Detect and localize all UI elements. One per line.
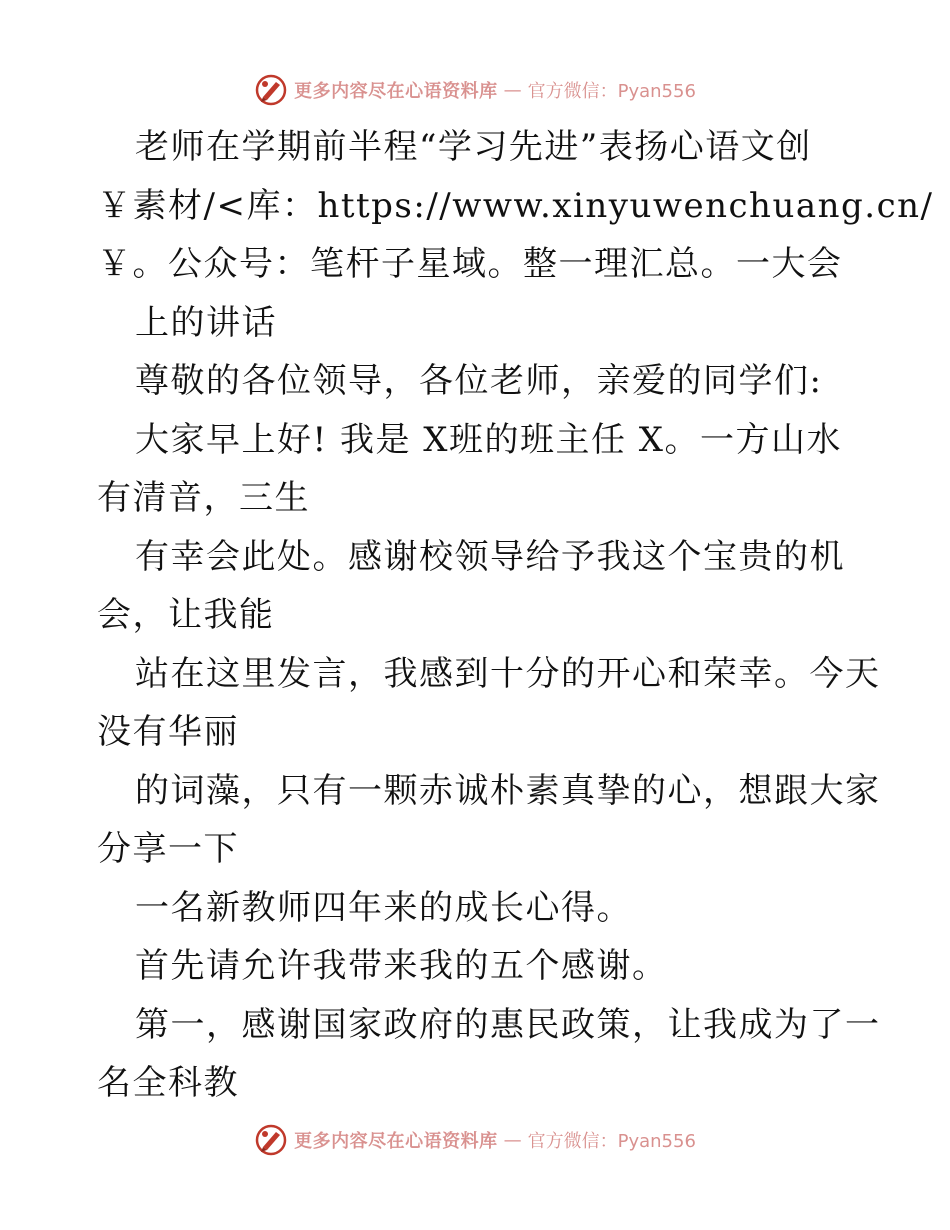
watermark-wechat-text: 官方微信：Pyan556 [527, 81, 696, 102]
text-line: 上的讲话 [135, 302, 277, 343]
text-line: 有幸会此处。感谢校领导给予我这个宝贵的机 [135, 536, 845, 577]
text-line: ￥。公众号：笔杆子星域。整一理汇总。一大会 [97, 244, 843, 284]
footer-watermark [0, 1122, 950, 1158]
watermark-wechat-text: 官方微信：Pyan556 [527, 1131, 696, 1152]
text-line: ￥素材/<库：https://www.xinyuwenchuang.cn/ [97, 185, 934, 226]
text-line: 一名新教师四年来的成长心得。 [135, 887, 632, 928]
text-line: 没有华丽 [97, 712, 239, 752]
logo-icon [254, 73, 288, 107]
watermark-separator: — [503, 79, 522, 101]
header-watermark [0, 72, 950, 108]
document-body [97, 118, 934, 1113]
text-line: 尊敬的各位领导，各位老师，亲爱的同学们: [135, 361, 823, 401]
text-line: 老师在学期前半程“学习先进”表扬心语文创 [135, 127, 812, 167]
logo-icon [254, 1123, 288, 1157]
text-line: 有清音，三生 [97, 478, 310, 518]
text-line: 分享一下 [97, 829, 239, 869]
watermark-separator: — [503, 1129, 522, 1151]
text-line: 大家早上好! 我是 X班的班主任 X。一方山水 [135, 419, 842, 460]
text-line: 的词藻，只有一颗赤诚朴素真挚的心，想跟大家 [135, 770, 881, 811]
text-line: 第一，感谢国家政府的惠民政策，让我成为了一 [135, 1004, 881, 1045]
text-line: 名全科教 [97, 1063, 239, 1103]
text-line: 首先请允许我带来我的五个感谢。 [135, 946, 668, 986]
text-line: 会，让我能 [97, 595, 275, 635]
watermark-promo-text: 更多内容尽在心语资料库 [294, 81, 498, 102]
text-line: 站在这里发言，我感到十分的开心和荣幸。今天 [135, 653, 881, 694]
watermark-promo-text: 更多内容尽在心语资料库 [294, 1131, 498, 1152]
